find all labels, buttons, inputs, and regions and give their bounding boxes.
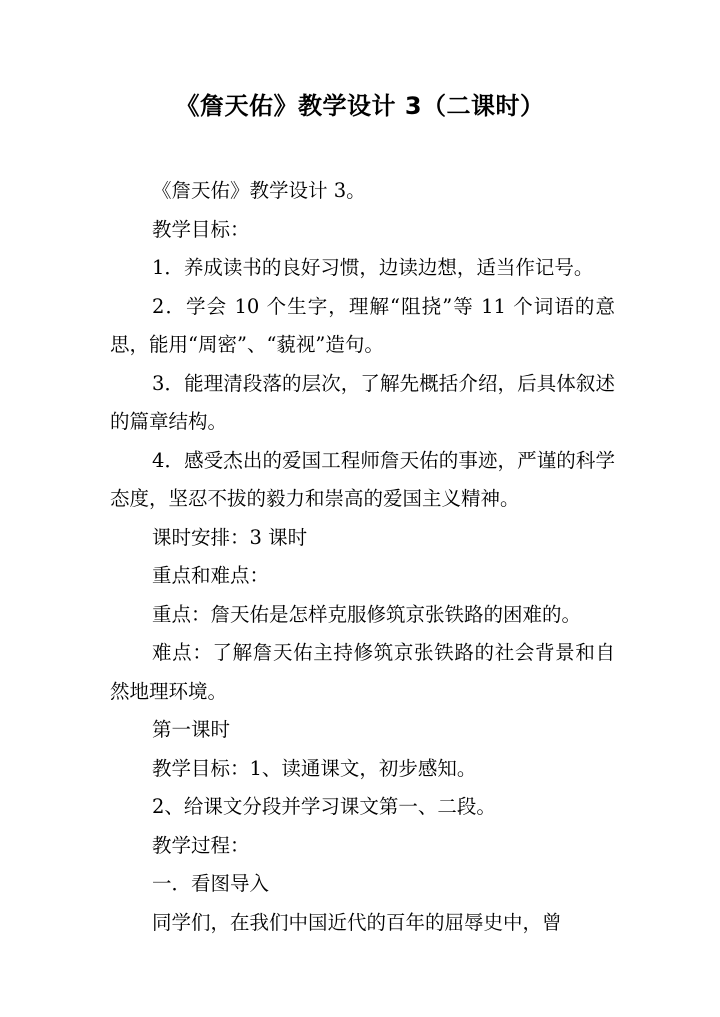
paragraph-lesson-1-objective-2: 2、给课文分段并学习课文第一、二段。 [152,795,496,818]
document-title: 《詹天佑》教学设计 3（二课时） [175,92,545,120]
paragraph-schedule: 课时安排：3 课时 [152,525,308,549]
document-body [110,172,615,942]
paragraph-lesson-1-objective-1: 教学目标：1、读通课文，初步感知。 [152,756,477,780]
paragraph-process-heading: 教学过程： [152,833,250,857]
paragraph-step-1-text: 同学们，在我们中国近代的百年的屈辱史中，曾 [152,910,562,934]
paragraph-key-points-heading: 重点和难点： [152,564,270,587]
paragraph-objectives-heading: 教学目标： [152,217,250,241]
paragraph-objective-4: 4．感受杰出的爱国工程师詹天佑的事迹，严谨的科学态度，坚忍不拔的毅力和崇高的爱国主义精神。 [110,448,615,510]
paragraph-step-1-heading: 一．看图导入 [152,872,270,895]
paragraph-difficulty: 难点：了解詹天佑主持修筑京张铁路的社会背景和自然地理环境。 [110,641,615,703]
paragraph-objective-1: 1．养成读书的良好习惯，边读边想，适当作记号。 [152,256,594,279]
paragraph-lesson-1-heading: 第一课时 [152,718,231,741]
paragraph-key-point: 重点：詹天佑是怎样克服修筑京张铁路的困难的。 [152,602,582,626]
paragraph-objective-2: 2．学会 10 个生字，理解“阻挠”等 11 个词语的意思，能用“周密”、“藐视”造句。 [110,294,615,356]
paragraph-objective-3: 3．能理清段落的层次，了解先概括介绍，后具体叙述的篇章结构。 [110,371,615,433]
paragraph-intro: 《詹天佑》教学设计 3。 [152,179,366,202]
